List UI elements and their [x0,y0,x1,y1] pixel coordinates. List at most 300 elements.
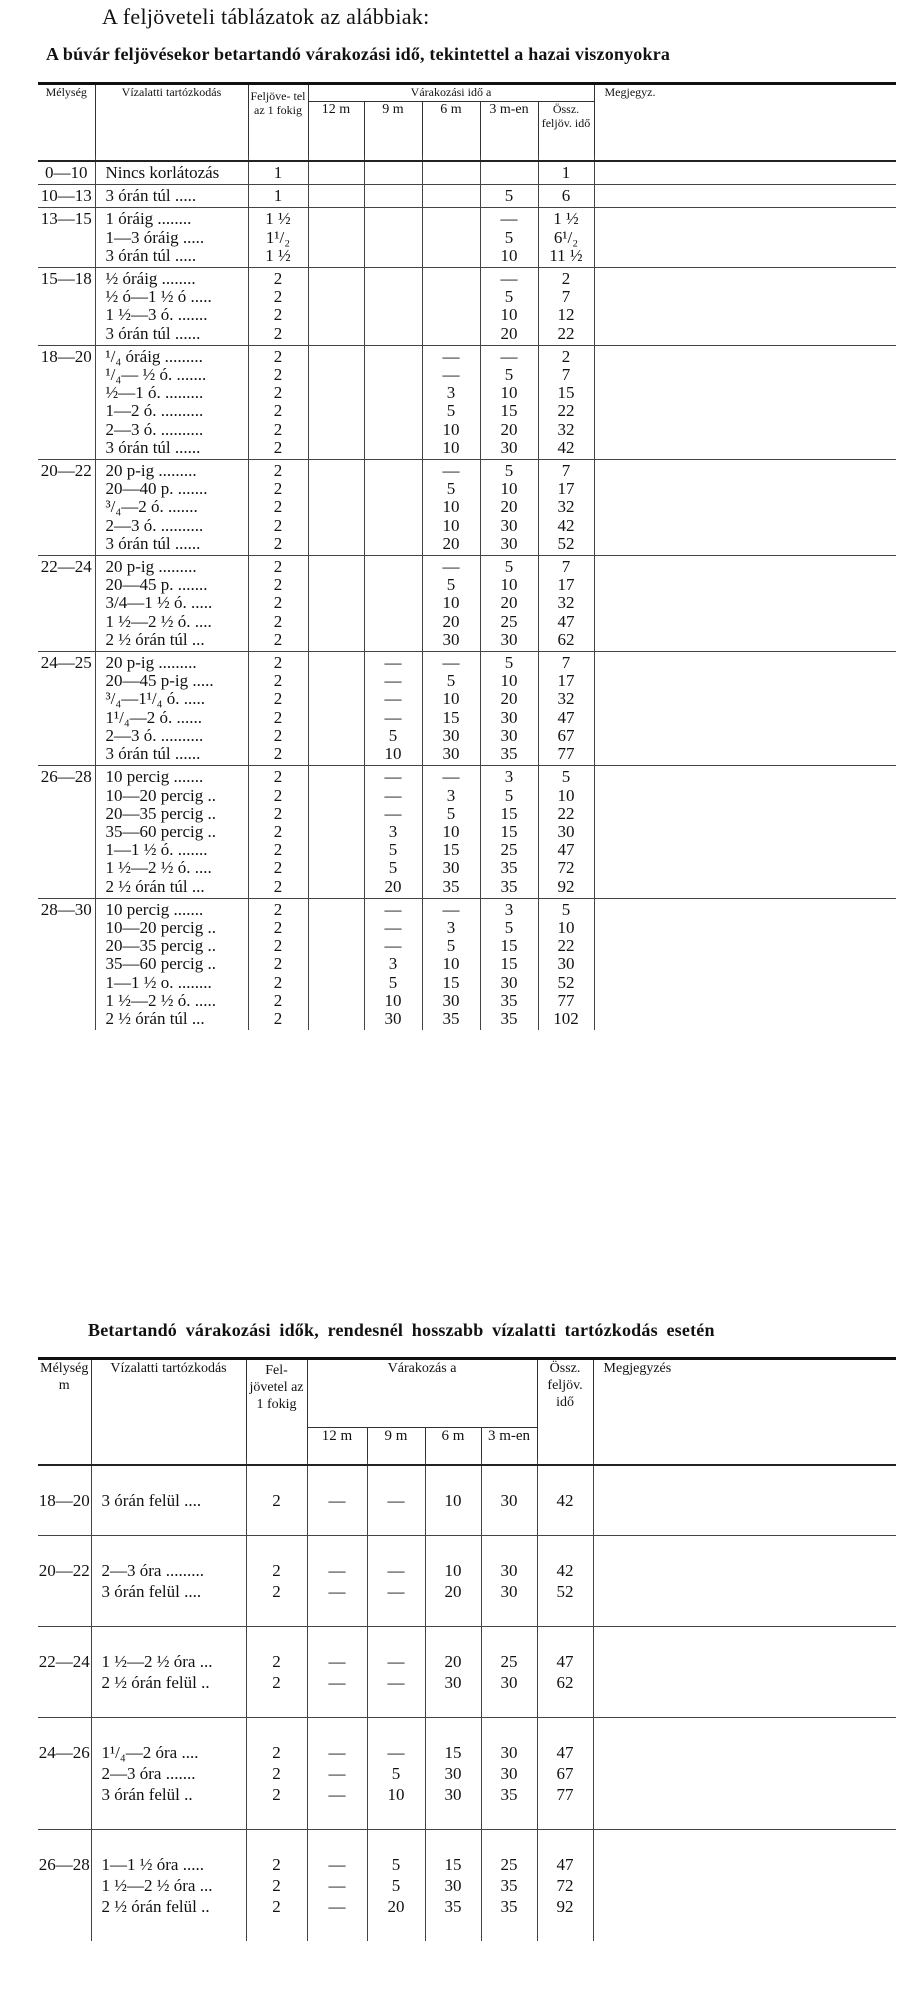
wait-9m: — [387,1743,405,1762]
ascent-time: 2 [273,899,283,919]
ascent-time: 1 [273,163,283,182]
ascent-time: 2 [272,1876,281,1895]
ascent-time: 2 [273,1008,283,1028]
header-12m: 12 m [308,102,364,157]
ascent-time: 2 [273,821,283,841]
note-cell [593,1718,896,1830]
stay-duration: 20 p-ig ......... [105,557,197,577]
stay-duration: 3 órán felül .... [101,1491,202,1510]
total-time: 30 [557,954,575,974]
wait-3m: 25 [500,1652,518,1671]
wait-6m: 30 [442,990,460,1010]
wait-3m: 5 [504,461,514,481]
wait-3m: 15 [500,821,518,841]
stay-duration: 20—35 percig .. [105,936,216,956]
stay-duration: 10—20 percig .. [105,917,216,937]
total-time: 5 [561,899,571,919]
header-total: Össz. feljöv. idő [538,102,594,157]
wait-9m: — [384,917,402,937]
wait-6m: 10 [442,821,460,841]
note-cell [593,1830,896,1941]
wait-3m: 25 [500,1855,518,1874]
ascent-time: 2 [273,533,283,553]
total-time: 52 [556,1582,574,1601]
wait-6m: 5 [446,671,456,691]
wait-3m: 30 [500,1491,518,1510]
stay-duration: 2 ½ órán túl ... [105,1008,205,1028]
stay-duration: 1 ½—2 ½ ó. .... [105,611,212,631]
header-wait-group: Várakozás a [307,1359,537,1428]
ascent-time: 1 ½ [265,209,291,229]
wait-9m: 5 [391,1876,401,1895]
wait-9m: 5 [388,725,398,745]
wait-3m: 5 [504,917,514,937]
depth-range: 18—20 [38,1491,90,1510]
wait-3m: 30 [500,533,518,553]
wait-3m: — [500,346,518,366]
wait-6m: 5 [446,575,456,595]
wait-9m: — [384,707,402,727]
wait-9m: — [384,689,402,709]
ascent-time: 2 [273,269,283,289]
depth-range: 26—28 [38,1855,90,1874]
header-9m: 9 m [364,102,422,157]
wait-6m: 5 [446,401,456,421]
wait-3m: 5 [504,557,514,577]
wait-9m: — [384,671,402,691]
header-ascent: Fel- jövetel az 1 fokig [246,1359,307,1461]
total-time: 2 [561,346,571,366]
stay-duration: 1—1 ½ óra ..... [101,1855,204,1874]
stay-duration: 1¹/₄—2 óra .... [101,1743,199,1762]
wait-3m: 15 [500,803,518,823]
wait-6m: 5 [446,479,456,499]
ascent-time: 2 [273,346,283,366]
wait-3m: 20 [500,593,518,613]
stay-duration: 2 ½ órán felül .. [101,1897,210,1916]
ascent-time: 2 [273,305,283,325]
table-row [38,1536,896,1627]
wait-6m: 3 [446,785,456,805]
wait-9m: 10 [387,1785,405,1804]
total-time: 5 [561,767,571,787]
stay-duration: ³/₄—1¹/₄ ó. ..... [105,689,205,709]
wait-9m: — [384,936,402,956]
stay-duration: 3 órán felül .. [101,1785,193,1804]
ascent-time: 2 [273,323,283,343]
wait-12m: — [328,1785,346,1804]
wait-3m: 30 [500,515,518,535]
wait-12m: — [328,1876,346,1895]
ascent-time: 2 [273,990,283,1010]
total-time: 7 [561,287,571,307]
wait-6m: — [442,461,460,481]
stay-duration: 2—3 óra ....... [101,1764,196,1783]
wait-6m: 5 [446,936,456,956]
wait-3m: 30 [500,1764,518,1783]
wait-3m: — [500,269,518,289]
wait-3m: 35 [500,876,518,896]
ascent-time: 2 [273,437,283,457]
table-row [38,1627,896,1718]
ascent-time: 1 [273,186,283,206]
header-stay: Vízalatti tartózkodás [91,1359,246,1461]
wait-3m: 10 [500,383,518,403]
ascent-time: 2 [272,1582,281,1601]
total-time: 12 [557,305,575,325]
wait-3m: 5 [504,186,514,206]
total-time: 47 [556,1652,574,1671]
stay-duration: 2—3 óra ......... [101,1561,204,1580]
wait-9m: 5 [391,1855,401,1874]
wait-6m: — [442,557,460,577]
ascent-time: 2 [272,1897,281,1916]
ascent-time: 2 [273,972,283,992]
depth-range: 22—24 [40,557,92,577]
total-time: 17 [557,479,575,499]
wait-12m: — [328,1491,346,1510]
stay-duration: ½—1 ó. ......... [105,383,204,403]
header-3m: 3 m-en [480,102,538,157]
wait-9m: 20 [384,876,402,896]
stay-duration: 1 ½—2 ½ óra ... [101,1876,213,1895]
ascent-time: 2 [273,917,283,937]
table-row [38,208,896,267]
intro-text: A feljöveteli táblázatok az alábbiak: [102,4,430,29]
ascent-time: 2 [273,383,283,403]
header-stay: Vízalatti tartózkodás [95,84,248,157]
wait-3m: 35 [500,1008,518,1028]
wait-3m: 3 [504,767,514,787]
wait-12m: — [328,1855,346,1874]
stay-duration: 2—3 ó. .......... [105,419,204,439]
wait-3m: 5 [504,227,514,247]
stay-duration: 20—40 p. ....... [105,479,208,499]
wait-6m: 15 [444,1743,462,1762]
wait-3m: 30 [500,629,518,649]
total-time: 2 [561,269,571,289]
total-time: 7 [561,365,571,385]
wait-9m: — [387,1673,405,1692]
wait-6m: 5 [446,803,456,823]
ascent-time: 2 [273,858,283,878]
header-3m: 3 m-en [481,1427,537,1460]
table1 [38,82,896,1030]
depth-range: 13—15 [40,209,92,229]
total-time: 32 [557,593,575,613]
wait-6m: 10 [442,437,460,457]
wait-6m: 15 [442,840,460,860]
note-cell [594,899,896,1030]
stay-duration: Nincs korlátozás [105,163,220,182]
note-cell [594,556,896,652]
ascent-time: 2 [273,629,283,649]
wait-6m: 10 [442,419,460,439]
stay-duration: 2 ½ órán felül .. [101,1673,210,1692]
wait-6m: 10 [442,593,460,613]
total-time: 17 [557,575,575,595]
wait-3m: 35 [500,1876,518,1895]
total-time: 77 [557,744,575,764]
table-row [38,1830,896,1941]
wait-3m: 20 [500,689,518,709]
total-time: 77 [556,1785,574,1804]
table-row [38,460,896,556]
wait-3m: 30 [500,707,518,727]
ascent-time: 2 [273,401,283,421]
table-row [38,161,896,185]
wait-12m: — [328,1764,346,1783]
stay-duration: 10—20 percig .. [105,785,216,805]
total-time: 52 [557,972,575,992]
wait-3m: 25 [500,611,518,631]
wait-9m: — [387,1561,405,1580]
total-time: 32 [557,689,575,709]
wait-3m: 10 [500,671,518,691]
stay-duration: 20—45 p-ig ..... [105,671,214,691]
depth-range: 20—22 [40,461,92,481]
table-row [38,1718,896,1830]
total-time: 72 [556,1876,574,1895]
stay-duration: 35—60 percig .. [105,954,216,974]
total-time: 42 [557,437,575,457]
wait-3m: 10 [500,575,518,595]
stay-duration: 1 ½—2 ½ óra ... [101,1652,213,1671]
wait-6m: 10 [442,497,460,517]
wait-9m: 10 [384,990,402,1010]
depth-range: 10—13 [40,186,92,206]
header-9m: 9 m [367,1427,425,1460]
table1-header-row [38,84,896,102]
ascent-time: 2 [273,419,283,439]
total-time: 7 [561,653,571,673]
wait-12m: — [328,1582,346,1601]
wait-3m: 35 [500,990,518,1010]
wait-3m: 35 [500,858,518,878]
total-time: 62 [557,629,575,649]
stay-duration: 10 percig ....... [105,767,204,787]
wait-9m: 5 [391,1764,401,1783]
total-time: 42 [556,1491,574,1510]
ascent-time: 2 [273,365,283,385]
ascent-time: 2 [273,744,283,764]
stay-duration: 2—3 ó. .......... [105,515,204,535]
wait-3m: 25 [500,840,518,860]
table1-caption: A búvár feljövésekor betartandó várakozási idő, tekintettel a hazai viszonyokra [46,44,671,64]
wait-9m: — [384,899,402,919]
header-total: Össz. feljöv. idő [537,1359,593,1461]
total-time: 52 [557,533,575,553]
stay-duration: 2 ½ órán túl ... [105,876,205,896]
depth-range: 26—28 [40,767,92,787]
ascent-time: 1 ½ [265,245,291,265]
header-note: Megjegyz. [594,84,896,157]
wait-6m: 10 [442,515,460,535]
stay-duration: ½ óráig ........ [105,269,196,289]
wait-3m: 3 [504,899,514,919]
total-time: 7 [561,461,571,481]
wait-3m: 30 [500,1743,518,1762]
total-time: 30 [557,821,575,841]
wait-6m: 20 [442,533,460,553]
table2-header-row [38,1359,896,1428]
stay-duration: 1 ½—2 ½ ó. .... [105,858,212,878]
wait-6m: 15 [442,707,460,727]
wait-6m: 35 [442,1008,460,1028]
stay-duration: 3 órán túl ...... [105,744,201,764]
ascent-time: 2 [273,785,283,805]
total-time: 92 [556,1897,574,1916]
wait-3m: 30 [500,1673,518,1692]
note-cell [594,161,896,185]
depth-range: 0—10 [45,163,88,182]
stay-duration: 1—1 ½ ó. ....... [105,840,208,860]
total-time: 102 [553,1008,579,1028]
wait-3m: 35 [500,1785,518,1804]
total-time: 7 [561,557,571,577]
wait-6m: 10 [442,689,460,709]
ascent-time: 2 [272,1561,281,1580]
wait-6m: 20 [444,1582,462,1601]
wait-6m: 35 [444,1897,462,1916]
table-row [38,556,896,652]
wait-6m: 15 [444,1855,462,1874]
ascent-time: 2 [273,611,283,631]
stay-duration: 20—35 percig .. [105,803,216,823]
stay-duration: 20 p-ig ......... [105,461,197,481]
depth-range: 28—30 [40,899,92,919]
header-12m: 12 m [307,1427,367,1460]
wait-3m: 20 [500,497,518,517]
stay-duration: 1 ½—3 ó. ....... [105,305,208,325]
ascent-time: 2 [273,954,283,974]
total-time: 11 ½ [549,245,583,265]
note-cell [594,268,896,345]
wait-9m: 5 [388,972,398,992]
wait-6m: 35 [442,876,460,896]
ascent-time: 2 [273,575,283,595]
note-cell [594,460,896,556]
ascent-time: 2 [273,725,283,745]
wait-12m: — [328,1652,346,1671]
header-6m: 6 m [425,1427,481,1460]
ascent-time: 2 [273,557,283,577]
wait-3m: 10 [500,305,518,325]
wait-3m: 35 [500,1897,518,1916]
wait-9m: 20 [387,1897,405,1916]
ascent-time: 2 [273,287,283,307]
table-row [38,1465,896,1536]
ascent-time: 2 [273,689,283,709]
ascent-time: 2 [272,1743,281,1762]
total-time: 10 [557,785,575,805]
ascent-time: 2 [273,653,283,673]
total-time: 22 [557,323,575,343]
depth-range: 15—18 [40,269,92,289]
wait-9m: — [387,1582,405,1601]
stay-duration: 2—3 ó. .......... [105,725,204,745]
ascent-time: 2 [273,593,283,613]
table-row [38,766,896,898]
stay-duration: 2 ½ órán túl ... [105,629,205,649]
wait-12m: — [328,1897,346,1916]
total-time: 47 [557,707,575,727]
wait-6m: 10 [442,954,460,974]
stay-duration: 10 percig ....... [105,899,204,919]
stay-duration: 1¹/₄—2 ó. ...... [105,707,202,727]
table-row [38,346,896,460]
wait-9m: — [384,785,402,805]
stay-duration: 3/4—1 ½ ó. ..... [105,593,213,613]
note-cell [594,652,896,766]
depth-range: 24—25 [40,653,92,673]
wait-6m: 3 [446,383,456,403]
total-time: 6¹/₂ [553,227,579,247]
wait-3m: 30 [500,1561,518,1580]
wait-6m: — [442,346,460,366]
total-time: 17 [557,671,575,691]
depth-range: 18—20 [40,346,92,366]
wait-3m: 15 [500,401,518,421]
ascent-time: 2 [273,515,283,535]
stay-duration: ¹/₄ óráig ......... [105,346,203,366]
header-depth: Mélység [45,85,87,99]
stay-duration: 20 p-ig ......... [105,653,197,673]
wait-6m: 30 [442,629,460,649]
ascent-time: 1¹/₂ [265,227,291,247]
total-time: 72 [557,858,575,878]
total-time: 22 [557,803,575,823]
wait-3m: 35 [500,744,518,764]
depth-range: 20—22 [38,1561,90,1580]
total-time: 47 [556,1743,574,1762]
stay-duration: 3 órán túl ...... [105,437,201,457]
wait-6m: 30 [444,1785,462,1804]
wait-6m: 10 [444,1491,462,1510]
note-cell [594,208,896,267]
wait-6m: 3 [446,917,456,937]
wait-6m: 30 [444,1876,462,1895]
total-time: 47 [556,1855,574,1874]
stay-duration: 3 órán felül .... [101,1582,202,1601]
total-time: 42 [557,515,575,535]
header-note: Megjegyzés [593,1359,896,1461]
stay-duration: 1—1 ½ o. ........ [105,972,212,992]
stay-duration: 35—60 percig .. [105,821,216,841]
wait-9m: 5 [388,840,398,860]
total-time: 32 [557,497,575,517]
table-row [38,652,896,766]
wait-6m: 30 [442,744,460,764]
wait-6m: — [442,365,460,385]
table2-caption: Betartandó várakozási idők, rendesnél hosszabb vízalatti tartózkodás esetén [88,1320,715,1340]
stay-duration: 1 óráig ........ [105,209,192,229]
table2 [38,1357,896,1941]
wait-12m: — [328,1743,346,1762]
wait-9m: — [387,1652,405,1671]
total-time: 22 [557,936,575,956]
stay-duration: 3 órán túl ..... [105,245,197,265]
stay-duration: 3 órán túl ...... [105,323,201,343]
wait-3m: 30 [500,725,518,745]
total-time: 67 [556,1764,574,1783]
wait-9m: 3 [388,821,398,841]
wait-3m: 5 [504,653,514,673]
stay-duration: ³/₄—2 ó. ....... [105,497,198,517]
note-cell [593,1465,896,1536]
total-time: 92 [557,876,575,896]
ascent-time: 2 [273,936,283,956]
